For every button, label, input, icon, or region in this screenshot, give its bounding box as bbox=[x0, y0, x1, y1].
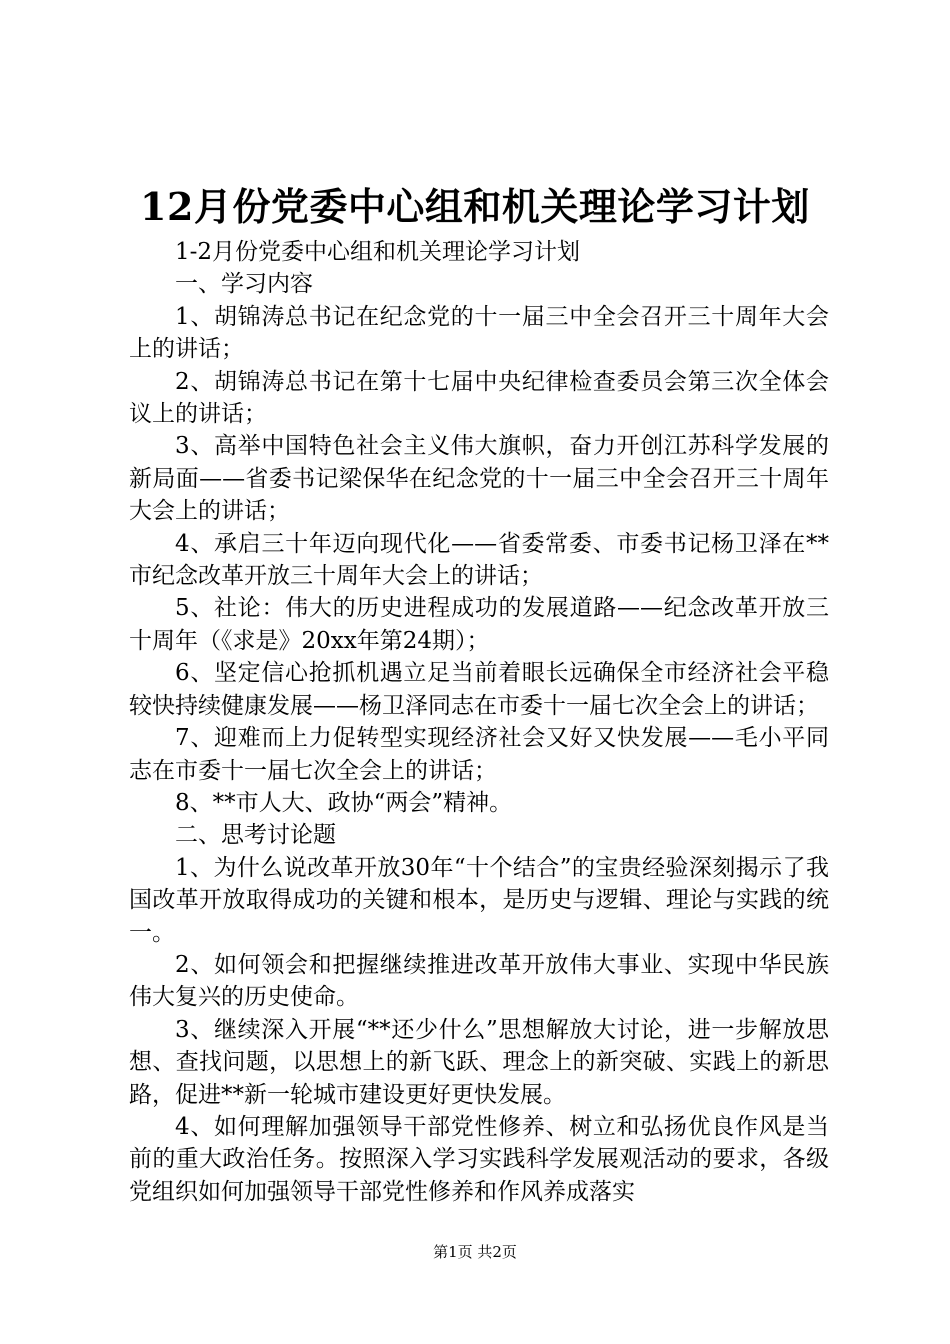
paragraph: 3、继续深入开展“**还少什么”思想解放大讨论，进一步解放思想、查找问题，以思想上的新飞跃、理念上的新突破、实践上的新思路，促进**新一轮城市建设更好更快发展。 bbox=[129, 1016, 829, 1108]
page-footer: 第1页 共2页 bbox=[433, 1243, 517, 1261]
paragraph: 5、社论：伟大的历史进程成功的发展道路——纪念改革开放三十周年（《求是》20xx年第24期）； bbox=[129, 595, 829, 654]
document-title: 12月份党委中心组和机关理论学习计划 bbox=[140, 184, 810, 229]
paragraph: 7、迎难而上力促转型实现经济社会又好又快发展——毛小平同志在市委十一届七次全会上的讲话； bbox=[129, 725, 829, 784]
paragraph: 6、坚定信心抢抓机遇立足当前着眼长远确保全市经济社会平稳较快持续健康发展——杨卫泽同志在市委十一届七次全会上的讲话； bbox=[129, 660, 829, 719]
section-heading-discussion: 二、思考讨论题 bbox=[175, 822, 336, 849]
document-body bbox=[129, 236, 829, 1208]
paragraph: 1、胡锦涛总书记在纪念党的十一届三中全会召开三十周年大会上的讲话； bbox=[129, 303, 829, 363]
paragraph: 8、**市人大、政协“两会”精神。 bbox=[175, 789, 513, 816]
paragraph: 2、如何领会和把握继续推进改革开放伟大事业、实现中华民族伟大复兴的历史使命。 bbox=[129, 951, 829, 1011]
paragraph: 3、高举中国特色社会主义伟大旗帜，奋力开创江苏科学发展的新局面——省委书记梁保华在纪念党的十一届三中全会召开三十周年大会上的讲话； bbox=[129, 433, 829, 525]
paragraph: 4、承启三十年迈向现代化——省委常委、市委书记杨卫泽在**市纪念改革开放三十周年大会上的讲话； bbox=[129, 530, 829, 590]
paragraph-subtitle: 1-2月份党委中心组和机关理论学习计划 bbox=[175, 239, 581, 265]
paragraph: 4、如何理解加强领导干部党性修养、树立和弘扬优良作风是当前的重大政治任务。按照深入学习实践科学发展观活动的要求，各级党组织如何加强领导干部党性修养和作风养成落实 bbox=[129, 1113, 829, 1205]
paragraph: 1、为什么说改革开放30年“十个结合”的宝贵经验深刻揭示了我国改革开放取得成功的关键和根本，是历史与逻辑、理论与实践的统一。 bbox=[129, 854, 829, 946]
section-heading-study-content: 一、学习内容 bbox=[175, 271, 313, 298]
paragraph: 2、胡锦涛总书记在第十七届中央纪律检查委员会第三次全体会议上的讲话； bbox=[129, 368, 829, 428]
